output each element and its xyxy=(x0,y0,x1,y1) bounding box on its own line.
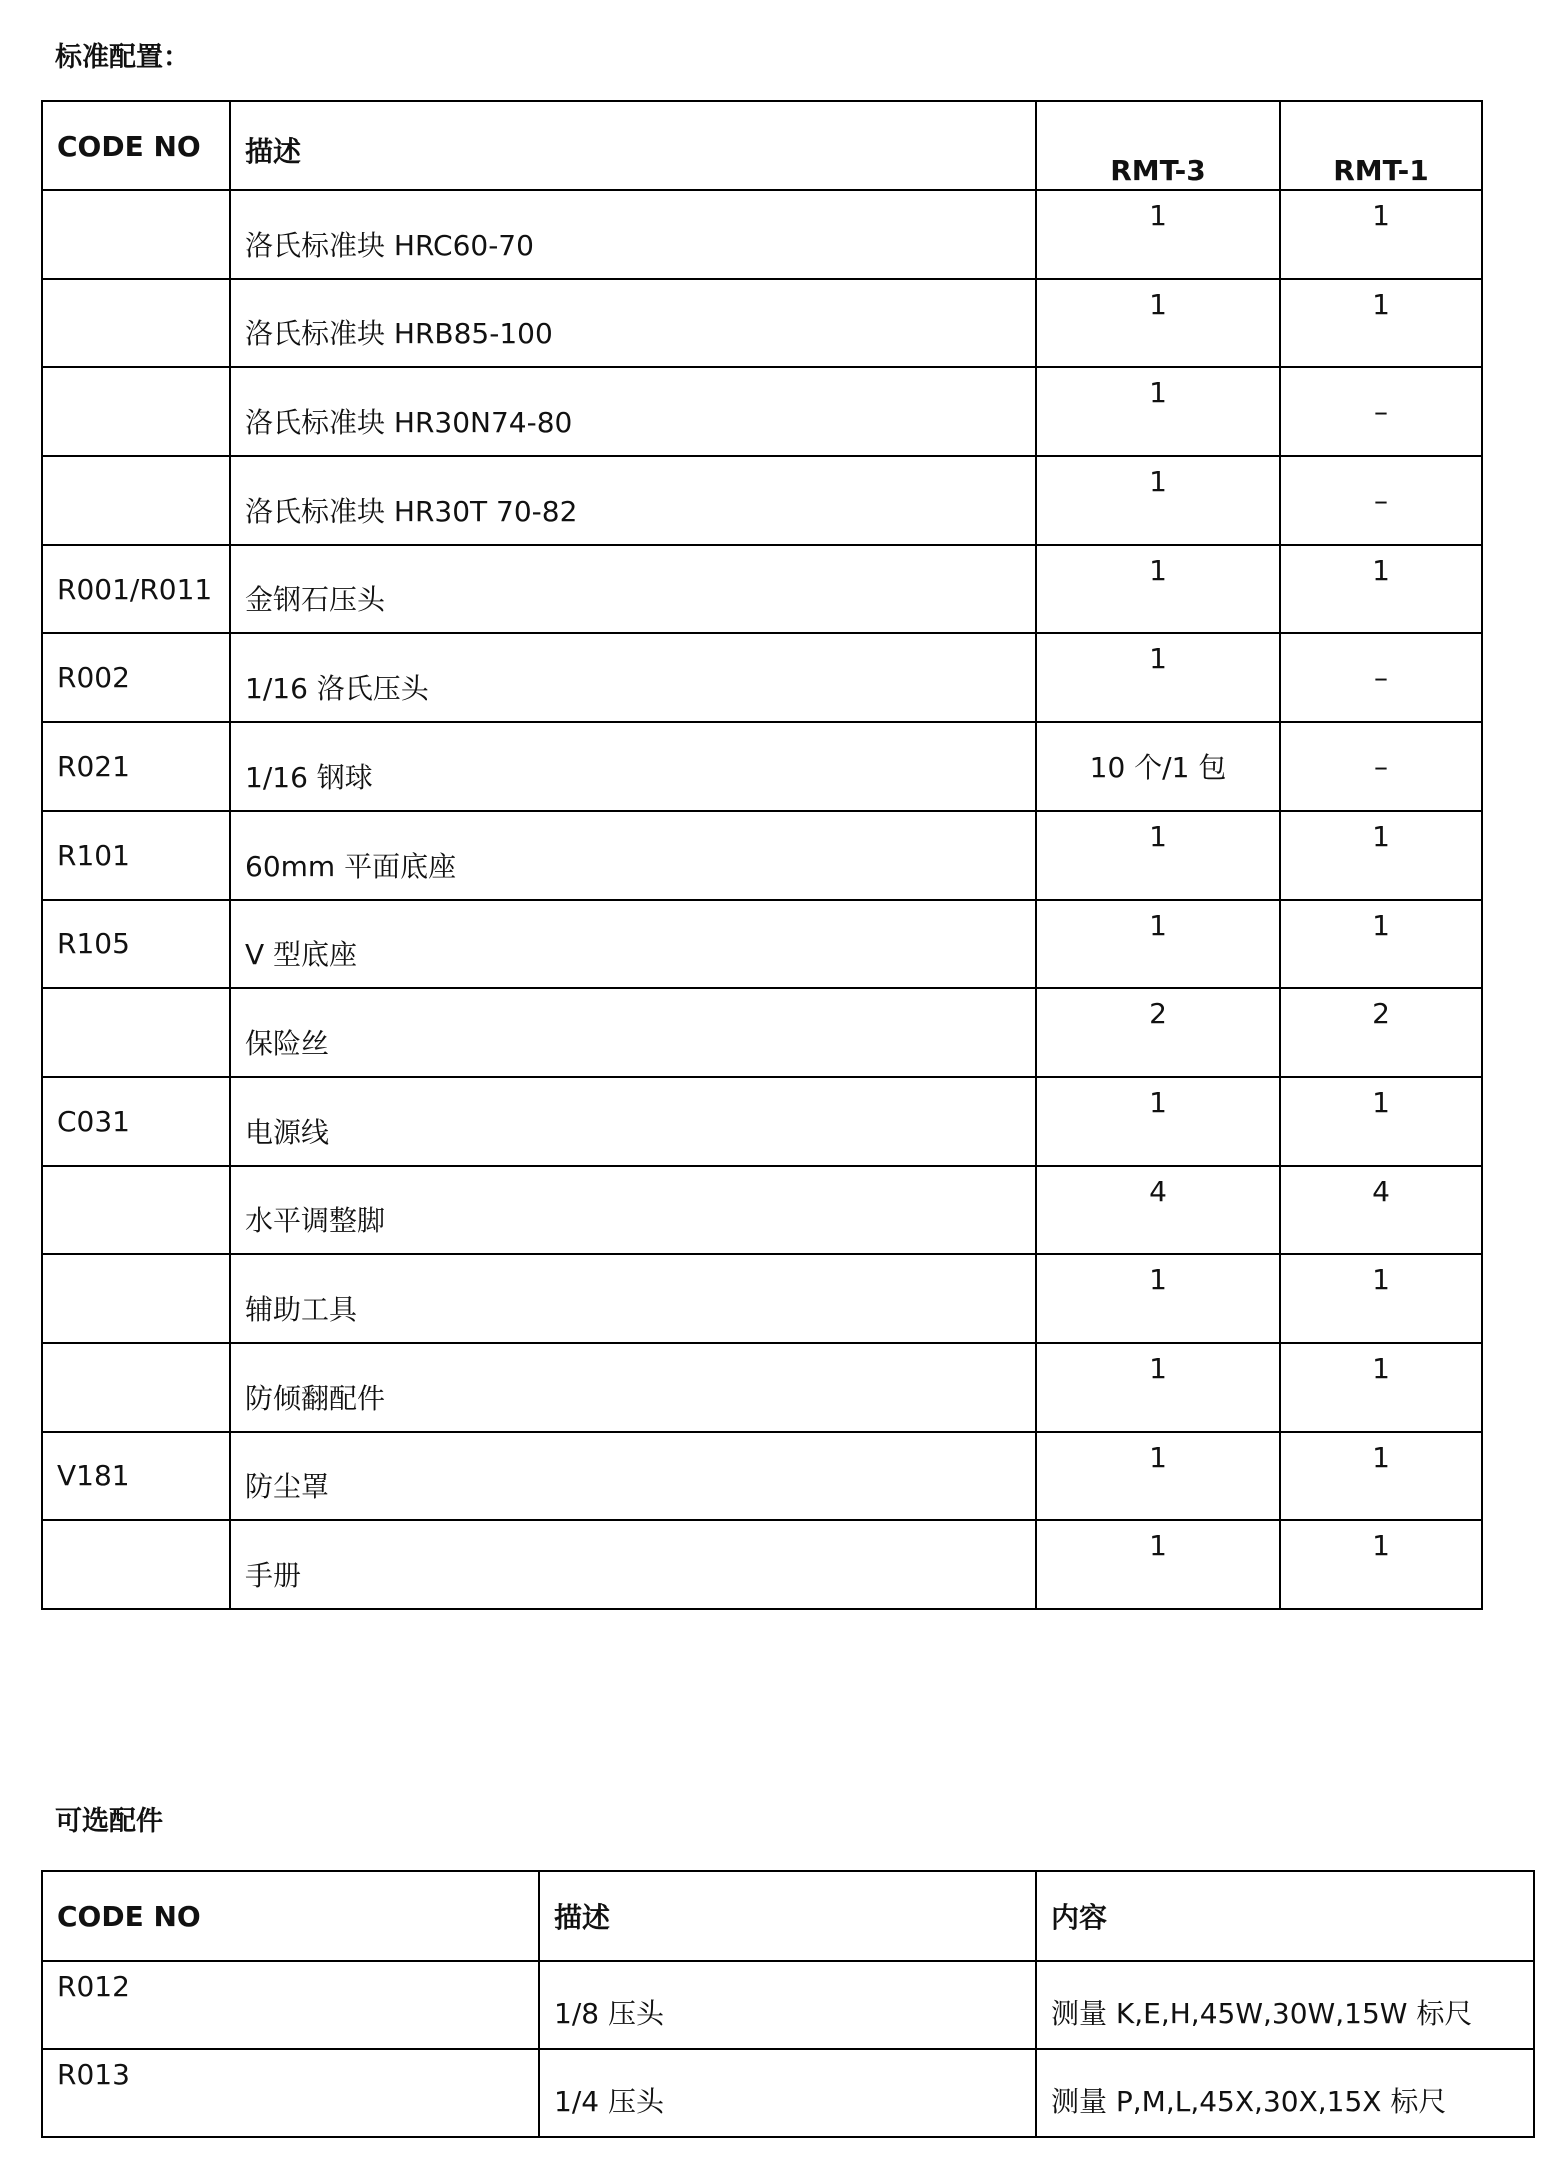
table-header-row xyxy=(42,1871,1534,1961)
rmt-1-qty-cell: 1 xyxy=(1280,545,1482,634)
code-cell xyxy=(42,1166,230,1255)
standard-config-table xyxy=(41,100,1483,1610)
description-cell: 洛氏标准块 HRB85-100 xyxy=(230,279,1036,368)
table-row xyxy=(42,1343,1482,1432)
code-cell: R013 xyxy=(42,2049,539,2137)
rmt-3-qty-cell: 2 xyxy=(1036,988,1280,1077)
rmt-3-qty-cell: 1 xyxy=(1036,811,1280,900)
code-cell: R101 xyxy=(42,811,230,900)
header-code-no: CODE NO xyxy=(42,1871,539,1961)
standard-config-title: 标准配置： xyxy=(55,42,190,73)
rmt-1-qty-cell: 1 xyxy=(1280,190,1482,279)
table-row xyxy=(42,1254,1482,1343)
table-row xyxy=(42,1432,1482,1521)
rmt-1-qty-cell: 1 xyxy=(1280,1343,1482,1432)
rmt-3-qty-cell: 1 xyxy=(1036,1077,1280,1166)
rmt-3-qty-cell: 4 xyxy=(1036,1166,1280,1255)
header-description: 描述 xyxy=(539,1871,1036,1961)
table-row xyxy=(42,190,1482,279)
table-row xyxy=(42,545,1482,634)
description-cell: 手册 xyxy=(230,1520,1036,1609)
rmt-3-qty-cell: 1 xyxy=(1036,1520,1280,1609)
table-row xyxy=(42,367,1482,456)
header-description: 描述 xyxy=(230,101,1036,190)
code-cell xyxy=(42,1520,230,1609)
code-cell xyxy=(42,1254,230,1343)
description-cell: 辅助工具 xyxy=(230,1254,1036,1343)
code-cell xyxy=(42,190,230,279)
rmt-3-qty-cell: 1 xyxy=(1036,900,1280,989)
code-cell xyxy=(42,988,230,1077)
rmt-1-qty-cell: 1 xyxy=(1280,1077,1482,1166)
rmt-1-qty-cell: 1 xyxy=(1280,1254,1482,1343)
description-cell: 洛氏标准块 HRC60-70 xyxy=(230,190,1036,279)
table-row xyxy=(42,279,1482,368)
code-cell xyxy=(42,456,230,545)
optional-accessories-title: 可选配件 xyxy=(55,1806,163,1837)
description-cell: 1/8 压头 xyxy=(539,1961,1036,2049)
header-code-no: CODE NO xyxy=(42,101,230,190)
table-row xyxy=(42,2049,1534,2137)
code-cell: R021 xyxy=(42,722,230,811)
description-cell: 防尘罩 xyxy=(230,1432,1036,1521)
code-cell: R001/R011 xyxy=(42,545,230,634)
content-cell: 测量 P,M,L,45X,30X,15X 标尺 xyxy=(1036,2049,1534,2137)
rmt-1-qty-cell: 1 xyxy=(1280,1520,1482,1609)
code-cell: R105 xyxy=(42,900,230,989)
table-row xyxy=(42,1961,1534,2049)
rmt-1-qty-cell: – xyxy=(1280,722,1482,811)
table-row xyxy=(42,900,1482,989)
rmt-3-qty-cell: 1 xyxy=(1036,1343,1280,1432)
table-row xyxy=(42,988,1482,1077)
table-row xyxy=(42,722,1482,811)
rmt-1-qty-cell: 1 xyxy=(1280,900,1482,989)
optional-accessories-table xyxy=(41,1870,1535,2138)
code-cell xyxy=(42,367,230,456)
header-content: 内容 xyxy=(1036,1871,1534,1961)
description-cell: V 型底座 xyxy=(230,900,1036,989)
rmt-1-qty-cell: – xyxy=(1280,367,1482,456)
table-row xyxy=(42,1166,1482,1255)
rmt-3-qty-cell: 1 xyxy=(1036,279,1280,368)
description-cell: 1/16 钢球 xyxy=(230,722,1036,811)
rmt-1-qty-cell: 1 xyxy=(1280,279,1482,368)
table-row xyxy=(42,811,1482,900)
rmt-1-qty-cell: 1 xyxy=(1280,811,1482,900)
rmt-3-qty-cell: 1 xyxy=(1036,367,1280,456)
rmt-1-qty-cell: – xyxy=(1280,456,1482,545)
table-header-row xyxy=(42,101,1482,190)
table-row xyxy=(42,1520,1482,1609)
rmt-3-qty-cell: 1 xyxy=(1036,1254,1280,1343)
rmt-3-qty-cell: 1 xyxy=(1036,456,1280,545)
rmt-3-qty-cell: 10 个/1 包 xyxy=(1036,722,1280,811)
rmt-3-qty-cell: 1 xyxy=(1036,190,1280,279)
table-row xyxy=(42,456,1482,545)
rmt-3-qty-cell: 1 xyxy=(1036,1432,1280,1521)
description-cell: 1/16 洛氏压头 xyxy=(230,633,1036,722)
code-cell: V181 xyxy=(42,1432,230,1521)
description-cell: 保险丝 xyxy=(230,988,1036,1077)
description-cell: 水平调整脚 xyxy=(230,1166,1036,1255)
description-cell: 电源线 xyxy=(230,1077,1036,1166)
content-cell: 测量 K,E,H,45W,30W,15W 标尺 xyxy=(1036,1961,1534,2049)
header-rmt-3: RMT-3 xyxy=(1036,101,1280,190)
rmt-1-qty-cell: 4 xyxy=(1280,1166,1482,1255)
code-cell: R012 xyxy=(42,1961,539,2049)
description-cell: 洛氏标准块 HR30N74-80 xyxy=(230,367,1036,456)
rmt-3-qty-cell: 1 xyxy=(1036,545,1280,634)
code-cell xyxy=(42,1343,230,1432)
code-cell: C031 xyxy=(42,1077,230,1166)
rmt-1-qty-cell: – xyxy=(1280,633,1482,722)
description-cell: 防倾翻配件 xyxy=(230,1343,1036,1432)
code-cell: R002 xyxy=(42,633,230,722)
rmt-1-qty-cell: 2 xyxy=(1280,988,1482,1077)
code-cell xyxy=(42,279,230,368)
table-row xyxy=(42,1077,1482,1166)
table-row xyxy=(42,633,1482,722)
description-cell: 金钢石压头 xyxy=(230,545,1036,634)
description-cell: 洛氏标准块 HR30T 70-82 xyxy=(230,456,1036,545)
rmt-1-qty-cell: 1 xyxy=(1280,1432,1482,1521)
description-cell: 1/4 压头 xyxy=(539,2049,1036,2137)
header-rmt-1: RMT-1 xyxy=(1280,101,1482,190)
rmt-3-qty-cell: 1 xyxy=(1036,633,1280,722)
description-cell: 60mm 平面底座 xyxy=(230,811,1036,900)
